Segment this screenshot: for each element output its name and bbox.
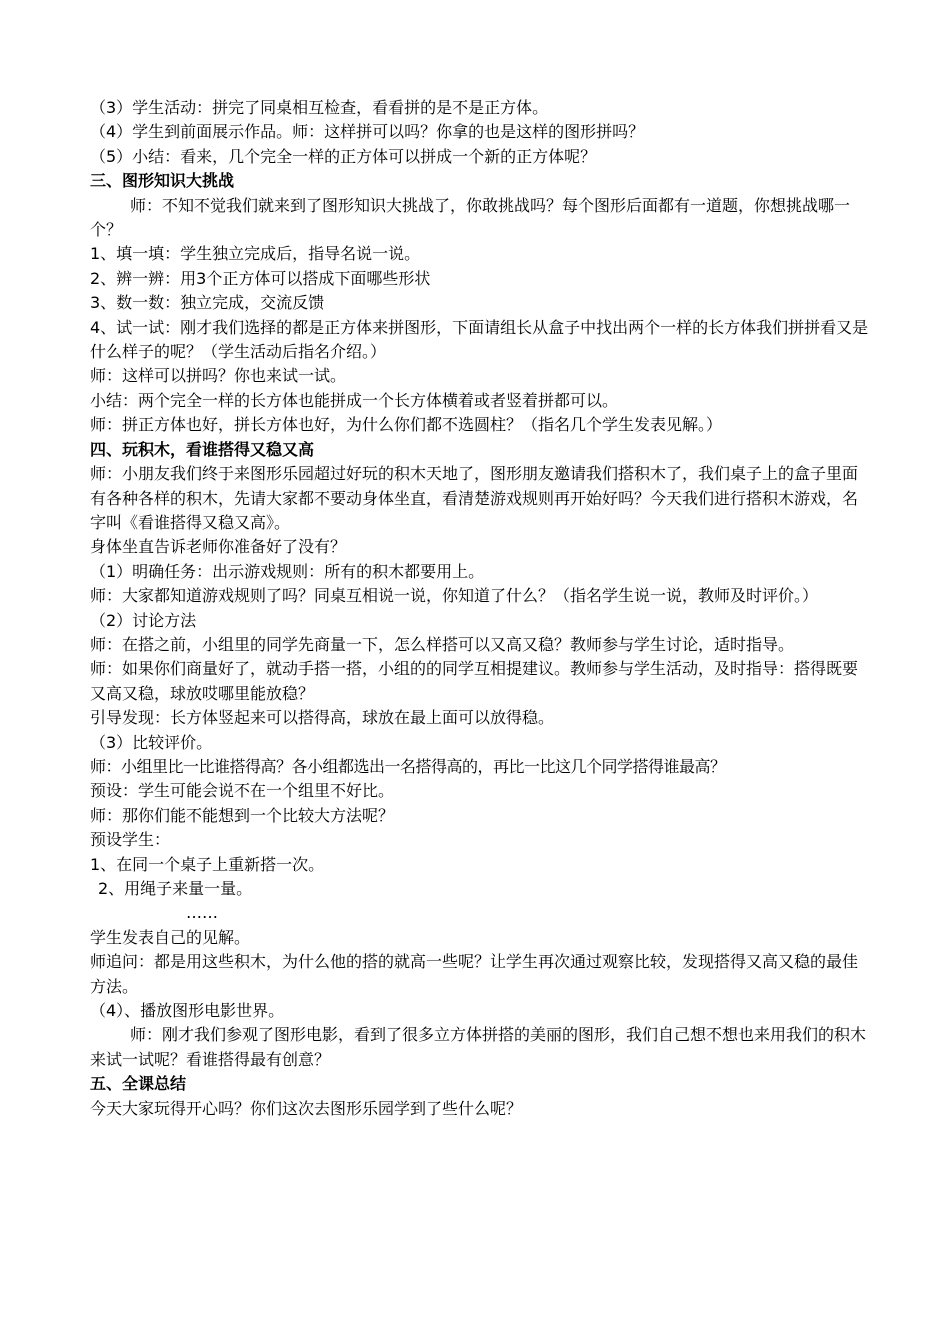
paragraph: 师：拼正方体也好，拼长方体也好，为什么你们都不选圆柱？（指名几个学生发表见解。）	[90, 415, 723, 435]
list-item: 1、填一填：学生独立完成后，指导名说一说。	[90, 244, 421, 264]
paragraph: 预设：学生可能会说不在一个组里不好比。	[90, 781, 395, 801]
list-item: 4、试一试：刚才我们选择的都是正方体来拼图形，下面请组长从盒子中找出两个一样的长方体我们拼拼看又是什么样子的呢？（学生活动后指名介绍。）	[90, 317, 869, 362]
document-body	[90, 96, 870, 1121]
paragraph: 引导发现：长方体竖起来可以搭得高，球放在最上面可以放得稳。	[90, 708, 555, 728]
paragraph: （2）讨论方法	[90, 610, 197, 630]
ellipsis: ……	[186, 903, 218, 923]
list-item: 2、辨一辨：用3个正方体可以搭成下面哪些形状	[90, 268, 431, 288]
paragraph: 小结：两个完全一样的长方体也能拼成一个长方体横着或者竖着拼都可以。	[90, 390, 619, 410]
section-heading: 四、玩积木，看谁搭得又稳又高	[90, 439, 315, 459]
paragraph: 今天大家玩得开心吗？你们这次去图形乐园学到了些什么呢？	[90, 1098, 523, 1118]
paragraph: 师：大家都知道游戏规则了吗？同桌互相说一说，你知道了什么？（指名学生说一说，教师及时评价。）	[90, 586, 819, 606]
paragraph: 师：刚才我们参观了图形电影，看到了很多立方体拼搭的美丽的图形，我们自己想不想也来用我们的积木来试一试呢？看谁搭得最有创意？	[90, 1025, 867, 1069]
list-item: 3、数一数：独立完成，交流反馈	[90, 293, 325, 313]
paragraph: 学生发表自己的见解。	[90, 927, 251, 947]
paragraph: 师：小组里比一比谁搭得高？各小组都选出一名搭得高的，再比一比这几个同学搭得谁最高？	[90, 756, 726, 776]
paragraph: 师追问：都是用这些积木，为什么他的搭的就高一些呢？让学生再次通过观察比较，发现搭得又高又稳的最佳方法。	[90, 952, 859, 996]
paragraph: 师：在搭之前，小组里的同学先商量一下，怎么样搭可以又高又稳？教师参与学生讨论，适时指导。	[90, 634, 795, 654]
paragraph: 师：不知不觉我们就来到了图形知识大挑战了，你敢挑战吗？每个图形后面都有一道题，你想挑战哪一个？	[90, 195, 851, 240]
paragraph: 师：那你们能不能想到一个比较大方法呢？	[90, 805, 395, 825]
paragraph: 身体坐直告诉老师你准备好了没有？	[90, 537, 347, 557]
paragraph: 预设学生：	[90, 830, 171, 850]
list-item: 1、在同一个桌子上重新搭一次。	[90, 854, 325, 874]
paragraph: （5）小结：看来，几个完全一样的正方体可以拼成一个新的正方体呢？	[90, 146, 597, 166]
section-heading: 三、图形知识大挑战	[90, 171, 235, 191]
section-heading: 五、全课总结	[90, 1074, 187, 1094]
paragraph: 师：这样可以拼吗？你也来试一试。	[90, 366, 347, 386]
paragraph: 师：如果你们商量好了，就动手搭一搭，小组的的同学互相提建议。教师参与学生活动，及时指导：搭得既要又高又稳，球放哎哪里能放稳？	[90, 659, 859, 703]
paragraph: （4）学生到前面展示作品。师：这样拼可以吗？你拿的也是这样的图形拼吗？	[90, 122, 645, 142]
paragraph: 师：小朋友我们终于来图形乐园超过好玩的积木天地了，图形朋友邀请我们搭积木了，我们桌子上的盒子里面有各种各样的积木，先请大家都不要动身体坐直，看清楚游戏规则再开始好吗？今天我们进行搭积木游戏，名字叫《看谁搭得又稳又高》。	[90, 464, 859, 532]
paragraph: （4）、播放图形电影世界。	[90, 1001, 285, 1021]
paragraph: （3）学生活动：拼完了同桌相互检查，看看拼的是不是正方体。	[90, 98, 549, 117]
paragraph: （1）明确任务：出示游戏规则：所有的积木都要用上。	[90, 561, 485, 581]
list-item: 2、用绳子来量一量。	[98, 879, 253, 898]
paragraph: （3）比较评价。	[90, 732, 213, 752]
